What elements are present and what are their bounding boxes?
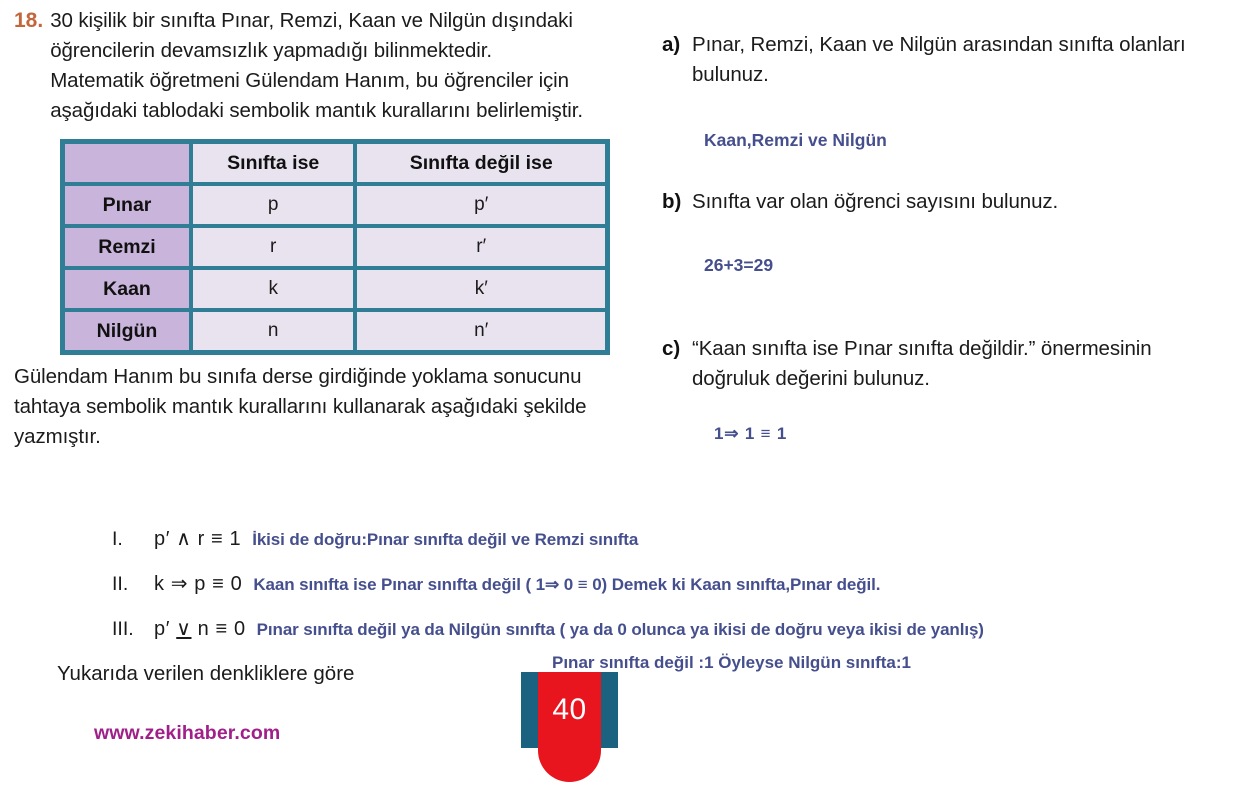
equation-expression (154, 616, 257, 641)
table-row (63, 184, 607, 226)
spacer (662, 151, 1232, 187)
table-cell-not-in-class: n′ (355, 310, 607, 352)
question-paragraph-1: 30 kişilik bir sınıfta Pınar, Remzi, Kaan ve Nilgün dışındaki öğrencilerin devamsızlık yapmadığı bilinmektedir. (50, 9, 573, 62)
table-row-name: Pınar (63, 184, 191, 226)
table-row-name: Kaan (63, 268, 191, 310)
spacer (662, 276, 1232, 334)
table-corner-cell (63, 142, 191, 184)
sub-question-text: “Kaan sınıfta ise Pınar sınıfta değildir.” önermesinin doğruluk değerini bulunuz. (692, 337, 1152, 390)
sub-question-label: b) (662, 190, 682, 213)
sub-question-label: c) (662, 337, 681, 360)
equation-roman-numeral: III. (112, 618, 134, 640)
question-header (14, 6, 639, 126)
equation-roman-numeral: II. (112, 573, 129, 595)
sub-question-b (662, 187, 1232, 217)
sub-question-label: a) (662, 33, 681, 56)
sub-question-text: Pınar, Remzi, Kaan ve Nilgün arasından sınıfta olanları bulunuz. (692, 33, 1186, 86)
table-row-name: Remzi (63, 226, 191, 268)
table-cell-in-class: k (191, 268, 355, 310)
table-cell-not-in-class: k′ (355, 268, 607, 310)
table-cell-in-class: n (191, 310, 355, 352)
table-row (63, 226, 607, 268)
question-paragraph-2: Matematik öğretmeni Gülendam Hanım, bu öğrenciler için aşağıdaki tablodaki sembolik mantık kurallarını belirlemiştir. (50, 69, 583, 122)
equation-annotation: Kaan sınıfta ise Pınar sınıfta değil ( 1⇒ 0 ≡ 0) Demek ki Kaan sınıfta,Pınar değil. (253, 575, 881, 594)
site-watermark: www.zekihaber.com (94, 722, 281, 744)
answer-b: 26+3=29 (704, 255, 774, 275)
sub-question-a (662, 30, 1232, 90)
xor-operator-icon: ∨ (176, 618, 192, 640)
equation-annotation: İkisi de doğru:Pınar sınıfta değil ve Remzi sınıfta (252, 530, 639, 549)
equation-operand-right: n ≡ 0 (191, 618, 246, 640)
table-header-not-in-class: Sınıfta değil ise (355, 142, 607, 184)
closing-line: Yukarıda verilen denkliklere göre (57, 662, 355, 685)
answer-a: Kaan,Remzi ve Nilgün (704, 130, 887, 150)
equation-annotation: Pınar sınıfta değil ya da Nilgün sınıfta ( ya da 0 olunca ya ikisi de doğru veya ikisi de yanlış) (256, 620, 984, 639)
after-table-text: Gülendam Hanım bu sınıfa derse girdiğinde yoklama sonucunu tahtaya sembolik mantık kurallarını kullanarak aşağıdaki şekilde yazmıştır. (14, 365, 587, 448)
equation-expression: p′ ∧ r ≡ 1 (154, 528, 242, 550)
equation-roman-numeral: I. (112, 528, 123, 550)
equation-line-1 (112, 526, 1237, 551)
answer-c: 1⇒ 1 ≡ 1 (714, 424, 788, 443)
table-cell-in-class: r (191, 226, 355, 268)
spacer (662, 217, 1232, 255)
equation-subannotation: Pınar sınıfta değil :1 Öyleyse Nilgün sınıfta:1 (552, 653, 911, 672)
right-column (662, 30, 1232, 444)
spacer (662, 90, 1232, 130)
equation-expression: k ⇒ p ≡ 0 (154, 573, 243, 595)
page-number-badge (521, 672, 618, 799)
spacer (662, 394, 1232, 424)
equation-list (112, 526, 1237, 661)
table-cell-not-in-class: p′ (355, 184, 607, 226)
table-header-in-class: Sınıfta ise (191, 142, 355, 184)
question-body (50, 6, 639, 126)
sub-question-c (662, 334, 1232, 394)
symbolic-logic-table (60, 139, 610, 355)
question-number: 18. (14, 9, 44, 32)
table-cell-not-in-class: r′ (355, 226, 607, 268)
table-row (63, 268, 607, 310)
table-row (63, 310, 607, 352)
table-cell-in-class: p (191, 184, 355, 226)
page-number: 40 (552, 693, 587, 726)
left-column (14, 6, 639, 452)
equation-line-2 (112, 571, 1237, 596)
table-header-row (63, 142, 607, 184)
sub-question-text: Sınıfta var olan öğrenci sayısını bulunuz. (692, 190, 1059, 213)
equation-line-3 (112, 616, 1237, 641)
equation-operand-left: p′ (154, 618, 177, 640)
table-row-name: Nilgün (63, 310, 191, 352)
